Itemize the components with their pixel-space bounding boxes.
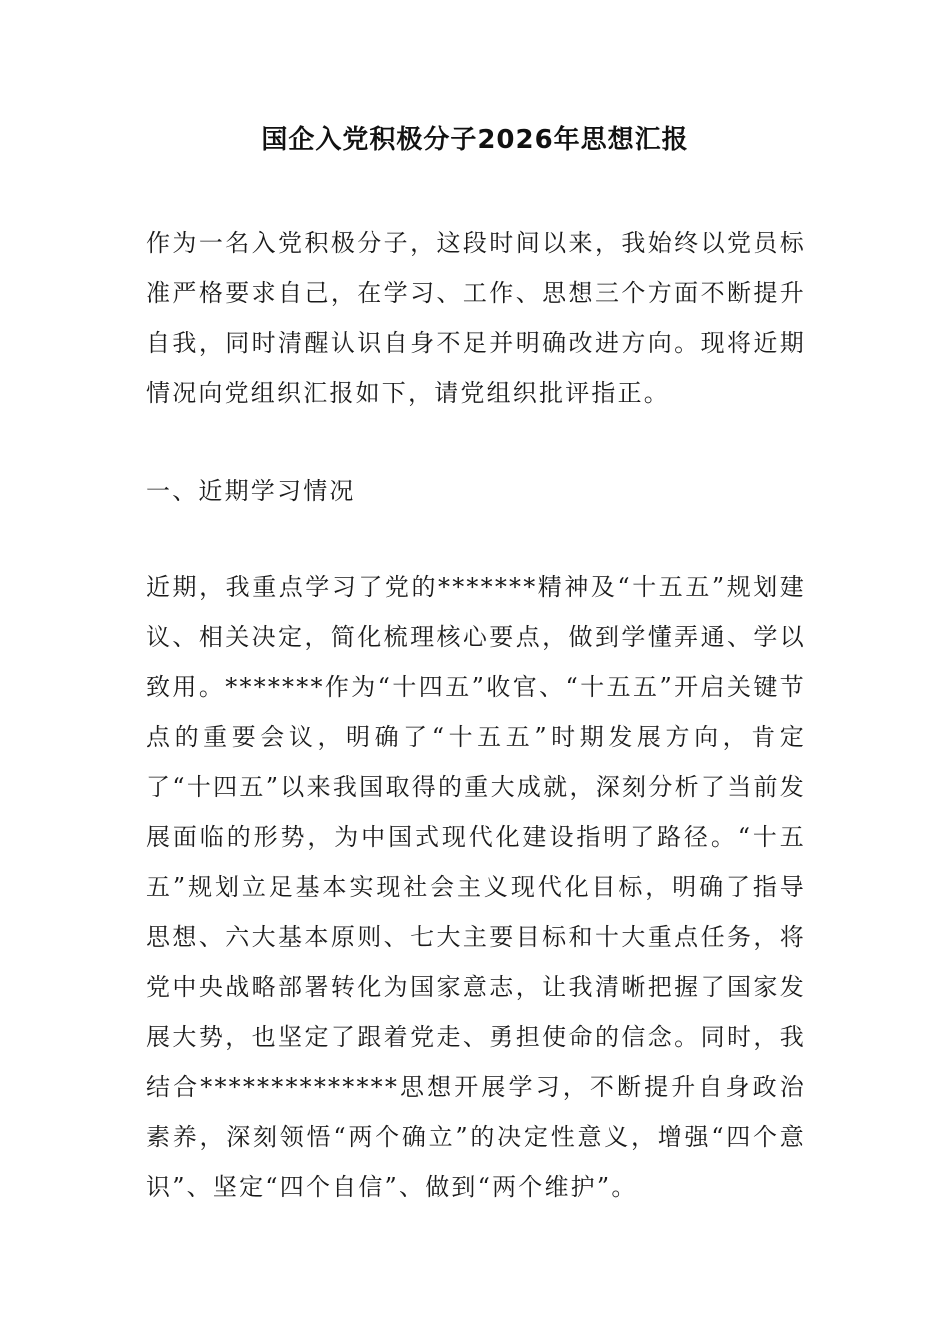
section-heading: 一、近期学习情况 (146, 477, 356, 505)
section-body-paragraph: 近期，我重点学习了党的*******精神及“十五五”规划建议、相关决定，简化梳理核心要点，做到学懂弄通、学以致用。*******作为“十四五”收官、“十五五”开启关键节点的重要会议，明确了“十五五”时期发展方向，肯定了“十四五”以来我国取得的重大成就，深刻分析了当前发展面临的形势，为中国式现代化建设指明了路径。“十五五”规划立足基本实现社会主义现代化目标，明确了指导思想、六大基本原则、七大主要目标和十大重点任务，将党中央战略部署转化为国家意志，让我清晰把握了国家发展大势，也坚定了跟着党走、勇担使命的信念。同时，我结合**************思想开展学习，不断提升自身政治素养，深刻领悟“两个确立”的决定性意义，增强“四个意识”、坚定“四个自信”、做到“两个维护”。 (146, 573, 806, 1201)
document-title: 国企入党积极分子2026年思想汇报 (261, 125, 689, 155)
intro-paragraph: 作为一名入党积极分子，这段时间以来，我始终以党员标准严格要求自己，在学习、工作、思想三个方面不断提升自我，同时清醒认识自身不足并明确改进方向。现将近期情况向党组织汇报如下，请党组织批评指正。 (146, 229, 806, 407)
